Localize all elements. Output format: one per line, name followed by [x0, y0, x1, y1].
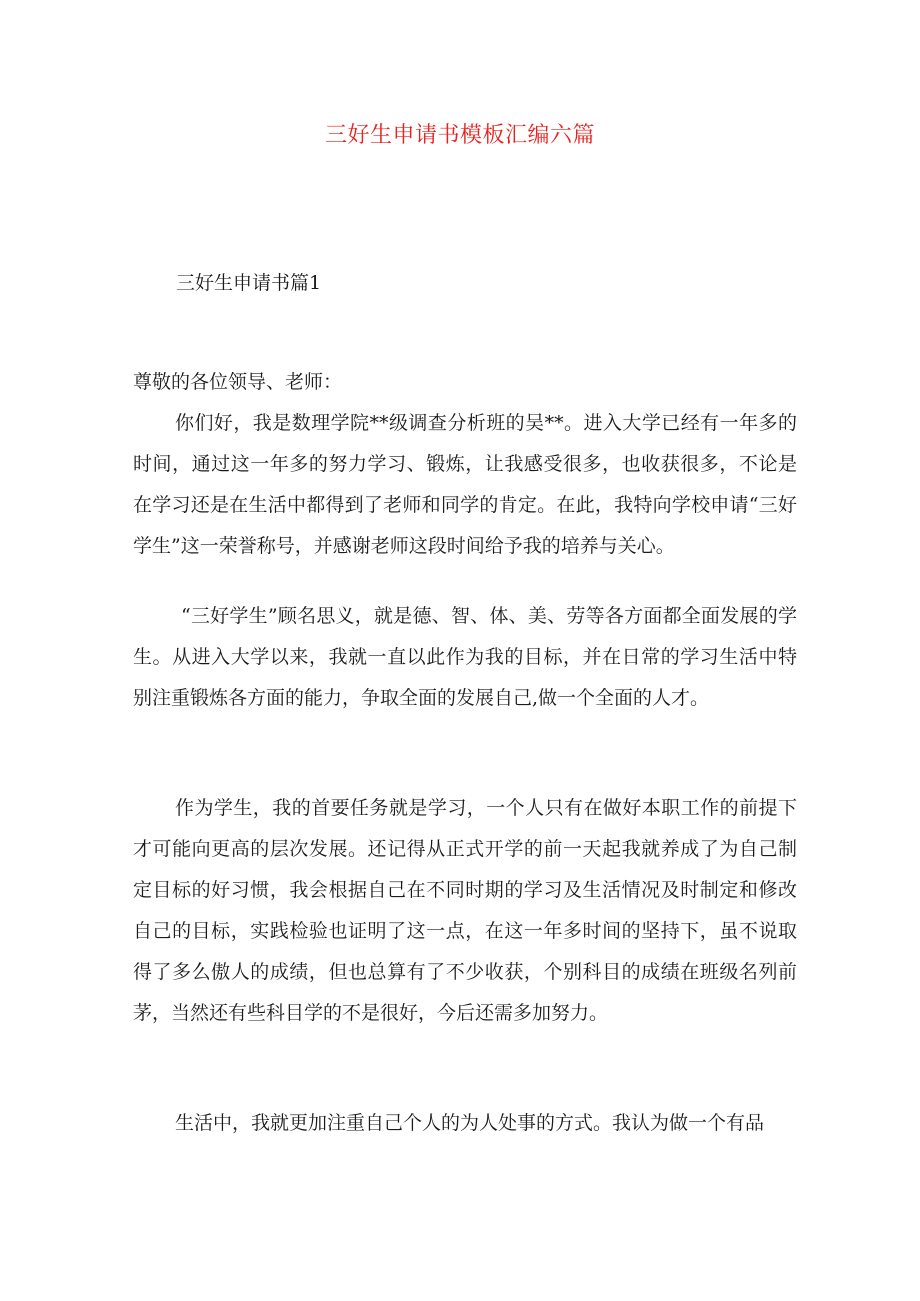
document-title: 三好生申请书模板汇编六篇	[324, 123, 595, 148]
paragraph-4: 生活中，我就更加注重自己个人的为人处事的方式。我认为做一个有品	[175, 1112, 765, 1134]
salutation: 尊敬的各位领导、老师：	[133, 371, 343, 393]
section-heading: 三好生申请书篇1	[176, 272, 322, 294]
paragraph-2: “三好学生”顾名思义，就是德、智、体、美、劳等各方面都全面发展的学生。从进入大学以来，我就一直以此作为我的目标，并在日常的学习生活中特别注重锻炼各方面的能力，争取全面的发展自己,做一个全面的人才。	[133, 605, 797, 709]
paragraph-3: 作为学生，我的首要任务就是学习，一个人只有在做好本职工作的前提下才可能向更高的层次发展。还记得从正式开学的前一天起我就养成了为自己制定目标的好习惯，我会根据自己在不同时期的学习及生活情况及时制定和修改自己的目标，实践检验也证明了这一点，在这一年多时间的坚持下，虽不说取得了多么傲人的成绩，但也总算有了不少收获，个别科目的成绩在班级名列前茅，当然还有些科目学的不是很好，今后还需多加努力。	[133, 797, 797, 1024]
paragraph-1: 你们好，我是数理学院**级调查分析班的吴**。进入大学已经有一年多的时间，通过这一年多的努力学习、锻炼，让我感受很多，也收获很多，不论是在学习还是在生活中都得到了老师和同学的肯定。在此，我特向学校申请“三好学生”这一荣誉称号，并感谢老师这段时间给予我的培养与关心。	[133, 412, 797, 557]
